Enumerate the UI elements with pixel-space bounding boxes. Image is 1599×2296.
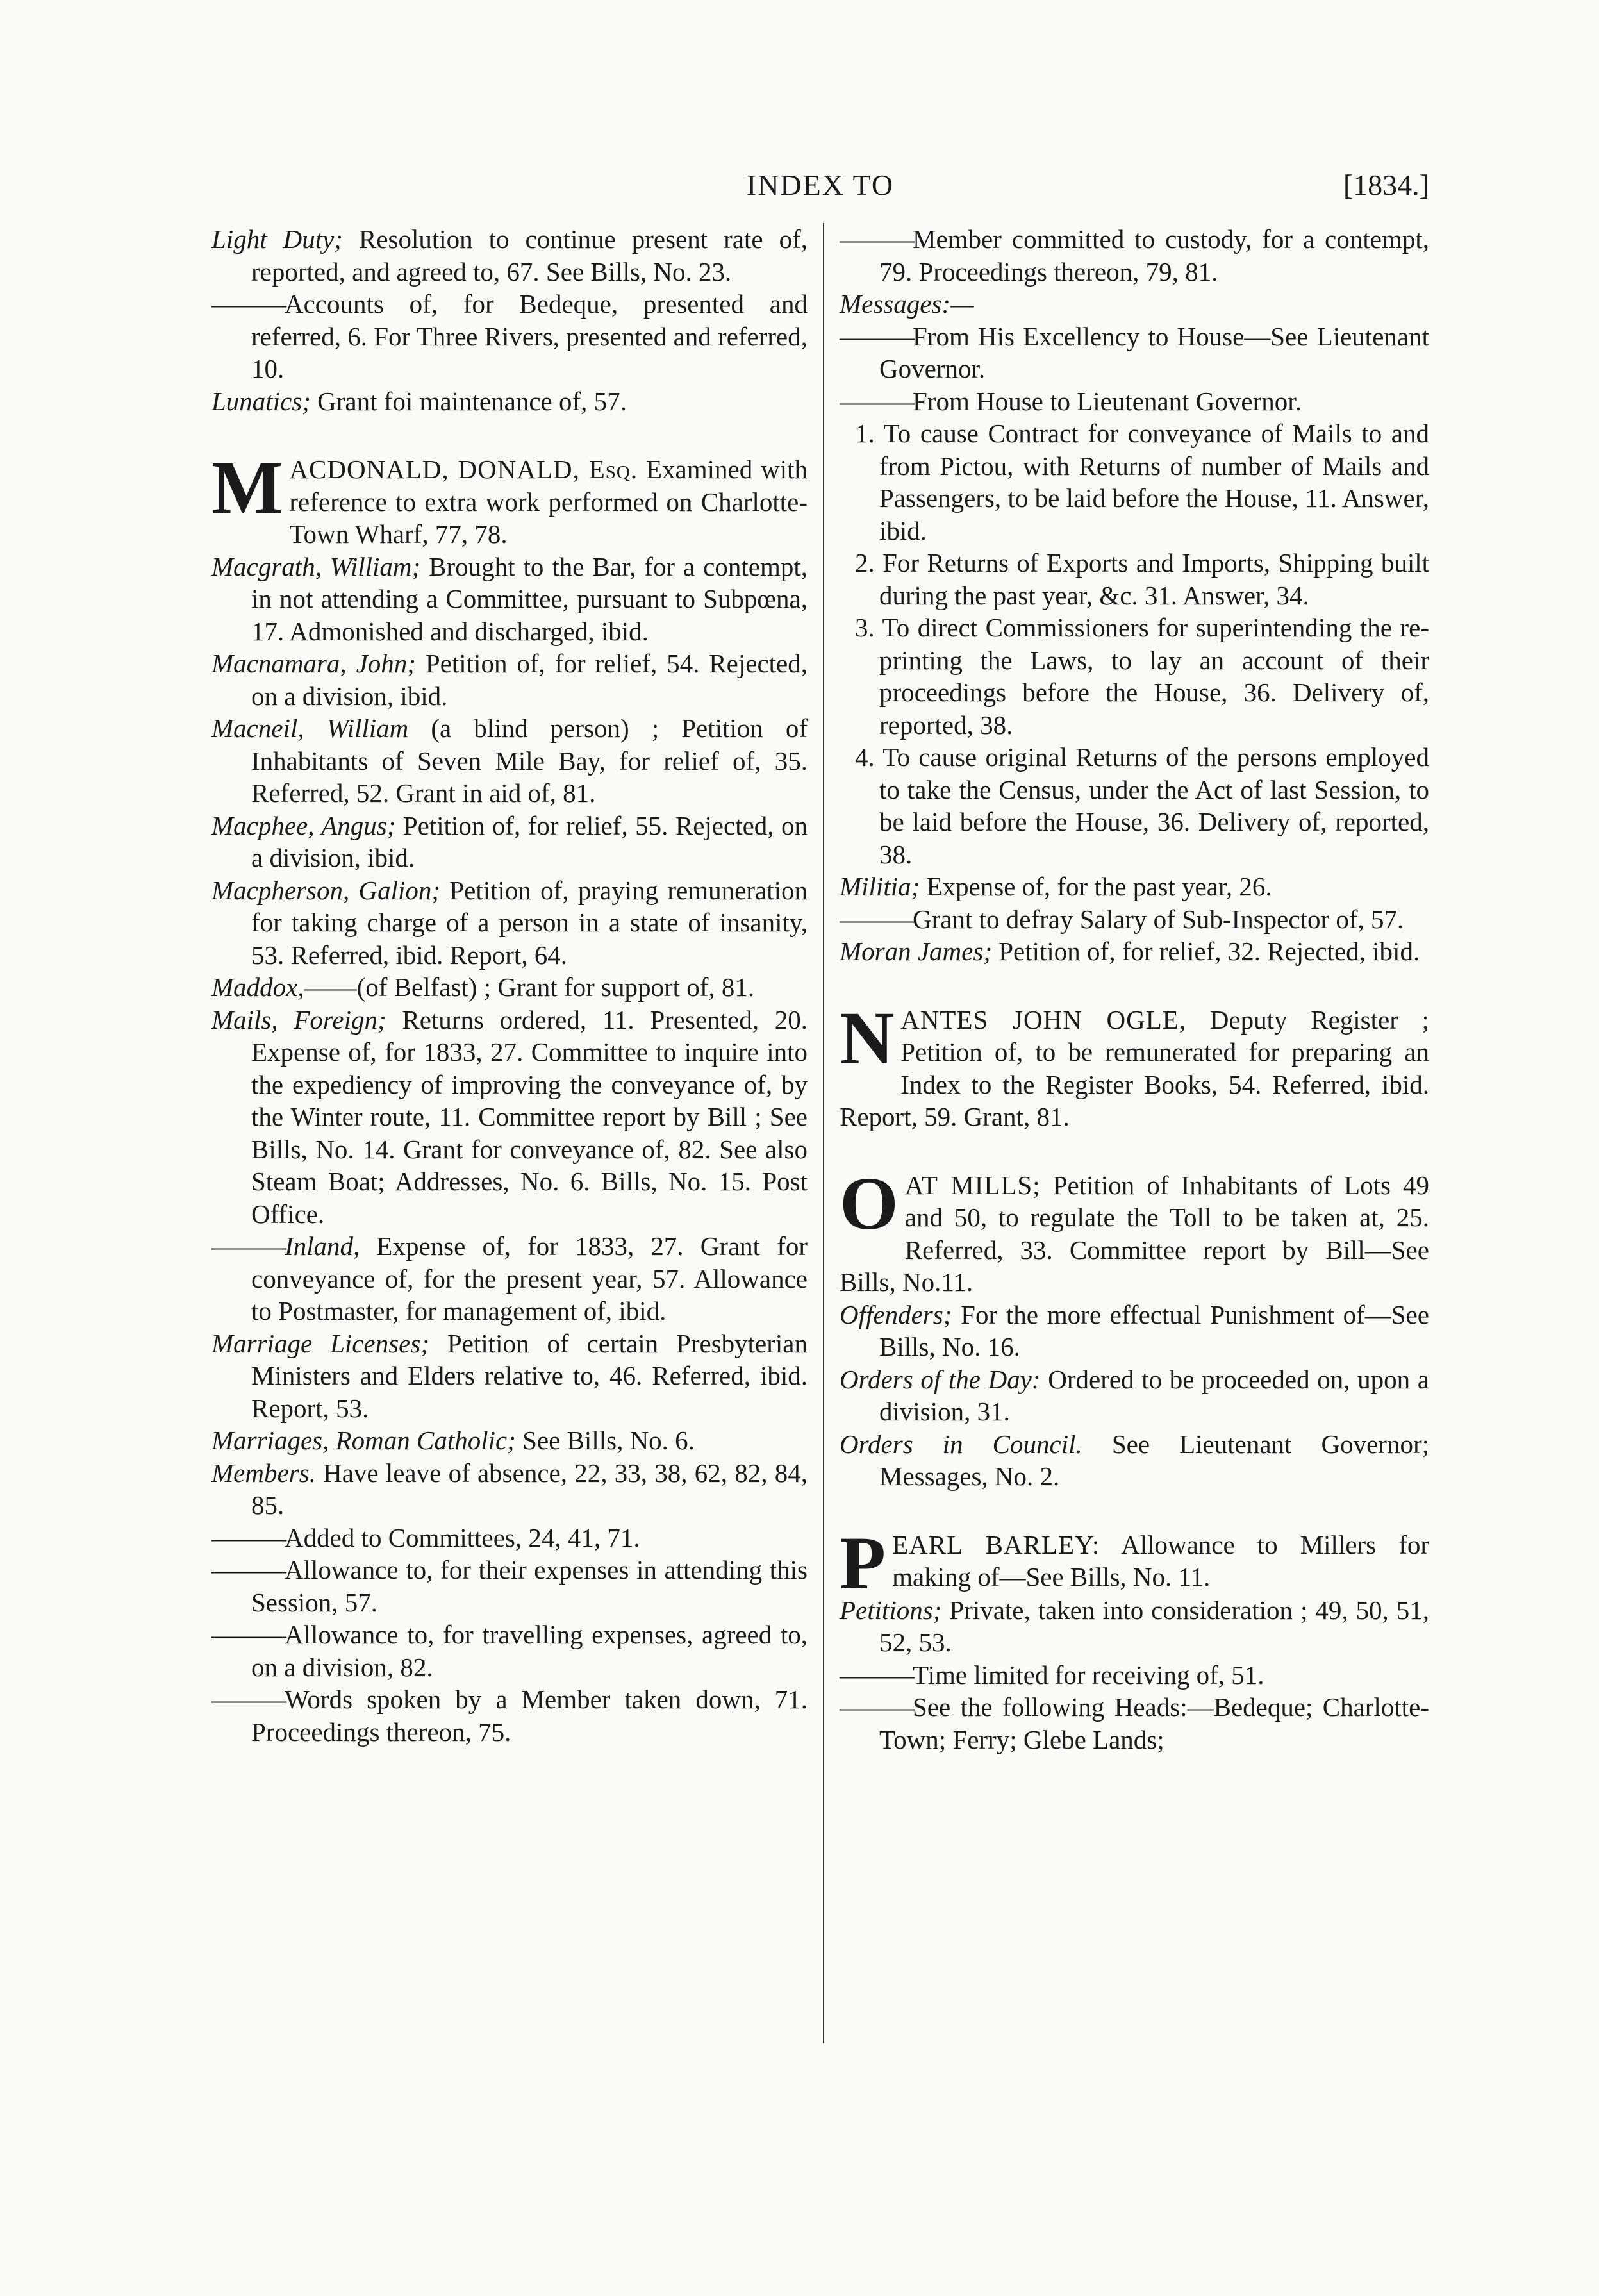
index-entry	[211, 223, 808, 288]
continuation-dash: ———	[211, 1231, 285, 1261]
section-gap	[840, 968, 1429, 1004]
index-term: Macgrath, William;	[211, 551, 421, 581]
numbered-item	[840, 741, 1429, 870]
index-term: Militia;	[840, 872, 920, 901]
page-title: INDEX TO	[746, 169, 895, 201]
section-gap	[840, 1493, 1429, 1529]
index-entry	[211, 551, 808, 648]
sub-entry	[840, 1691, 1429, 1756]
continuation-dash: ———	[211, 289, 285, 319]
index-text: Private, taken into consideration ; 49, 50, 51, 52, 53.	[879, 1595, 1429, 1657]
index-term: ANTES JOHN OGLE,	[900, 1004, 1187, 1035]
index-text: Grant to defray Salary of Sub-Inspector of, 57.	[913, 904, 1404, 934]
section-gap	[211, 417, 808, 453]
continuation-dash: ———	[211, 1685, 285, 1714]
sub-entry	[211, 1618, 808, 1683]
continuation-dash: ———	[211, 1555, 285, 1585]
index-term: Macneil, William	[211, 713, 409, 743]
index-term: Lunatics;	[211, 386, 311, 416]
sub-entry	[840, 1659, 1429, 1692]
numbered-item	[840, 611, 1429, 741]
index-term: Orders in Council.	[840, 1429, 1082, 1459]
index-text: Petition of certain Presbyterian Ministers and Elders relative to, 46. Referred, ibid. Report, 53.	[251, 1328, 808, 1423]
left-column	[211, 223, 808, 1748]
index-entry	[840, 1363, 1429, 1428]
letter-section-entry	[840, 1520, 1430, 1605]
right-column	[840, 223, 1429, 1756]
index-entry	[211, 1327, 808, 1425]
numbered-item	[840, 547, 1429, 611]
continuation-dash: ———	[840, 1692, 913, 1722]
index-text: For the more effectual Punishment of—See Bills, No. 16.	[879, 1299, 1429, 1361]
index-text: Added to Committees, 24, 41, 71.	[285, 1522, 640, 1552]
index-term: Members.	[211, 1458, 316, 1488]
index-entry	[211, 810, 808, 874]
index-entry	[211, 647, 808, 712]
continuation-dash: ———	[840, 1660, 913, 1690]
index-entry	[840, 1428, 1429, 1493]
sub-entry	[211, 1522, 808, 1554]
letter-section-entry	[211, 445, 808, 551]
index-text: 1. To cause Contract for conveyance of Mails to and from Pictou, with Returns of number of Mails and Passengers, to be laid before the House, 11. Answer, ibid.	[855, 419, 1429, 545]
continuation-dash: ———	[211, 1522, 285, 1552]
index-text: Returns ordered, 11. Presented, 20. Expense of, for 1833, 27. Committee to inquire into the expediency of improving the conveyance of, by the Winter route, 11. Committee report by Bill ; See Bills, No. 14. Grant for conveyance of, 82. See also Steam Boat; Addresses, No. 6. Bills, No. 15. Post Office.	[251, 1004, 808, 1229]
continuation-dash: ———	[840, 386, 913, 416]
drop-initial: P	[840, 1520, 886, 1605]
index-text: Allowance to, for travelling expenses, agreed to, on a division, 82.	[251, 1620, 808, 1682]
index-term: Mails, Foreign;	[211, 1004, 386, 1035]
index-entry	[211, 971, 808, 1004]
column-divider	[823, 223, 824, 2043]
numbered-item	[840, 417, 1429, 547]
index-term: Light Duty;	[211, 224, 343, 254]
index-text: Petition of Inhabitants of Lots 49 and 50, to regulate the Toll to be taken at, 25. Referred, 33. Committee report by Bill—See Bills, No.11.	[840, 1170, 1429, 1297]
index-term: ACDONALD, DONALD, Esq.	[289, 454, 638, 484]
index-term: Orders of the Day:	[840, 1364, 1041, 1394]
index-text: Petition of, praying remuneration for taking charge of a person in a state of insanity, 53. Referred, ibid. Report, 64.	[251, 875, 808, 970]
sub-entry	[211, 1230, 808, 1327]
index-entry	[211, 874, 808, 972]
sub-entry	[211, 288, 808, 385]
index-entry	[211, 385, 808, 418]
index-text: Words spoken by a Member taken down, 71. Proceedings thereon, 75.	[251, 1685, 808, 1747]
index-text: 2. For Returns of Exports and Imports, Shipping built during the past year, &c. 31. Answer, 34.	[855, 548, 1429, 610]
index-text: From House to Lieutenant Governor.	[913, 386, 1302, 416]
index-entry	[840, 870, 1429, 903]
index-text: ——(of Belfast) ; Grant for support of, 81.	[304, 972, 755, 1002]
continuation-dash: ———	[840, 321, 913, 351]
index-term: Macpherson, Galion;	[211, 875, 441, 905]
index-text: See Bills, No. 6.	[515, 1426, 695, 1455]
index-text: 4. To cause original Returns of the persons employed to take the Census, under the Act of last Session, to be laid before the House, 36. Delivery of, reported, 38.	[855, 742, 1429, 869]
index-text: Grant foi maintenance of, 57.	[310, 386, 627, 416]
index-text: From His Excellency to House—See Lieutenant Governor.	[879, 321, 1429, 383]
index-text: Deputy Register ; Petition of, to be remunerated for preparing an Index to the Register Books, 54. Referred, ibid. Report, 59. Grant, 81.	[840, 1004, 1429, 1131]
index-text: Accounts of, for Bedeque, presented and referred, 6. For Three Rivers, presented and referred, 10.	[251, 289, 808, 383]
index-term: Macnamara, John;	[211, 649, 416, 678]
index-entry	[211, 712, 808, 810]
drop-initial: O	[840, 1161, 899, 1245]
continuation-dash: ———	[840, 224, 913, 254]
index-term: AT MILLS;	[904, 1170, 1041, 1200]
index-text: Ordered to be proceeded on, upon a division, 31.	[879, 1364, 1429, 1426]
index-term: Marriage Licenses;	[211, 1328, 429, 1358]
index-term: Marriages, Roman Catholic;	[211, 1426, 516, 1455]
letter-section-entry	[840, 995, 1429, 1133]
index-text: See Lieutenant Governor; Messages, No. 2.	[879, 1429, 1429, 1491]
letter-section-entry	[840, 1161, 1429, 1299]
sub-entry	[840, 223, 1429, 288]
sub-entry	[211, 1554, 808, 1618]
index-text: Examined with reference to extra work performed on Charlotte-Town Wharf, 77, 78.	[289, 454, 808, 549]
index-entry	[840, 288, 1429, 320]
index-term: Petitions;	[840, 1595, 942, 1625]
index-text: See the following Heads:—Bedeque; Charlotte-Town; Ferry; Glebe Lands;	[879, 1692, 1429, 1754]
drop-initial: N	[840, 995, 895, 1080]
sub-entry	[840, 903, 1429, 936]
continuation-dash: ———	[211, 1620, 285, 1649]
index-entry	[840, 1299, 1429, 1363]
index-text: Expense of, for the past year, 26.	[920, 872, 1272, 901]
sub-entry	[840, 385, 1429, 418]
index-term: EARL BARLEY:	[892, 1529, 1100, 1560]
index-term: Maddox,	[211, 972, 304, 1002]
index-term: Offenders;	[840, 1299, 952, 1329]
index-term: Messages:—	[840, 289, 974, 319]
index-text: 3. To direct Commissioners for superintending the re-printing the Laws, to lay an account of their proceedings before the House, 36. Delivery of, reported, 38.	[855, 613, 1429, 740]
index-text: Allowance to Millers for making of—See Bills, No. 11.	[892, 1529, 1430, 1592]
index-text: Petition of, for relief, 32. Rejected, ibid.	[991, 936, 1420, 966]
index-term: Moran James;	[840, 936, 992, 966]
index-text: Time limited for receiving of, 51.	[913, 1660, 1264, 1690]
index-term: Macphee, Angus;	[211, 810, 396, 840]
index-entry	[840, 1594, 1429, 1659]
index-text: Resolution to continue present rate of, reported, and agreed to, 67. See Bills, No. 23.	[251, 224, 808, 287]
index-entry	[211, 1457, 808, 1522]
index-term: Inland,	[285, 1231, 360, 1261]
continuation-dash: ———	[840, 904, 913, 934]
index-text: Allowance to, for their expenses in attending this Session, 57.	[251, 1555, 808, 1617]
index-text: Petition of, for relief, 54. Rejected, on a division, ibid.	[251, 649, 808, 711]
index-text: Brought to the Bar, for a contempt, in not attending a Committee, pursuant to Subpœna, 17. Admonished and discharged, ibid.	[251, 551, 808, 646]
index-text: Petition of, for relief, 55. Rejected, on a division, ibid.	[251, 810, 808, 872]
index-entry	[211, 1004, 808, 1231]
index-entry	[211, 1424, 808, 1457]
page-year: [1834.]	[1343, 169, 1429, 201]
index-text: (a blind person) ; Petition of Inhabitants of Seven Mile Bay, for relief of, 35. Referred, 52. Grant in aid of, 81.	[251, 713, 808, 808]
index-entry	[840, 935, 1429, 968]
index-text: Member committed to custody, for a contempt, 79. Proceedings thereon, 79, 81.	[879, 224, 1429, 287]
drop-initial: M	[211, 445, 283, 529]
section-gap	[840, 1133, 1429, 1169]
index-text: Have leave of absence, 22, 33, 38, 62, 82, 84, 85.	[251, 1458, 808, 1520]
sub-entry	[840, 320, 1429, 385]
page-header	[211, 168, 1429, 213]
sub-entry	[211, 1683, 808, 1748]
index-text: Expense of, for 1833, 27. Grant for conveyance of, for the present year, 57. Allowance to Postmaster, for management of, ibid.	[251, 1231, 808, 1326]
